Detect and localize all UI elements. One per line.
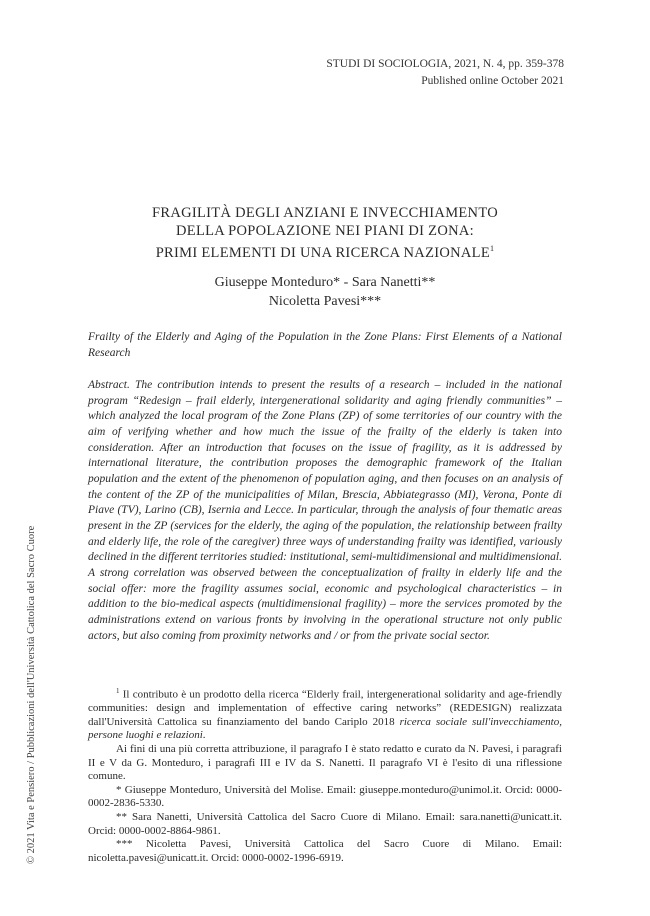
footnote-1-italic: ricerca sociale sull'invecchiamento, persone luoghi e relazioni: [88, 715, 562, 742]
publication-date: Published online October 2021: [421, 75, 564, 87]
english-title: Frailty of the Elderly and Aging of the Population in the Zone Plans: First Elements of a National Research: [88, 331, 562, 359]
footnote-attribution: Ai fini di una più corretta attribuzione, il paragrafo I è stato redatto e curato da N. Pavesi, i paragrafi II e V da G. Monteduro, i paragrafi III e IV da S. Nanetti. Il paragrafo VI è l'esito di una riflessione comune.: [88, 743, 562, 783]
footnote-author-2: ** Sara Nanetti, Università Cattolica del Sacro Cuore di Milano. Email: sara.nanetti@unicatt.it. Orcid: 0000-0002-8864-9861.: [88, 811, 562, 837]
side-copyright: © 2021 Vita e Pensiero / Pubblicazioni dell'Università Cattolica del Sacro Cuore: [26, 525, 37, 864]
title-line-2: DELLA POPOLAZIONE NEI PIANI DI ZONA:: [176, 223, 474, 239]
title-line-1: FRAGILITÀ DEGLI ANZIANI E INVECCHIAMENTO: [152, 205, 498, 221]
title-line-3-text: PRIMI ELEMENTI DI UNA RICERCA NAZIONALE: [155, 244, 490, 261]
authors: [88, 273, 562, 311]
title-footnote-mark: 1: [490, 244, 495, 253]
authors-line-2: Nicoletta Pavesi***: [268, 294, 382, 309]
authors-line-1: Giuseppe Monteduro* - Sara Nanetti**: [214, 275, 436, 290]
journal-header: [326, 56, 564, 90]
footnote-author-1: * Giuseppe Monteduro, Università del Molise. Email: giuseppe.monteduro@unimol.it. Orcid: 0000-0002-2836-5330.: [88, 783, 562, 810]
title-line-3: [88, 240, 562, 262]
footnotes: [88, 685, 562, 865]
footnote-1: [88, 685, 562, 743]
footnote-author-3: *** Nicoletta Pavesi, Università Cattolica del Sacro Cuore di Milano. Email: nicoletta.pavesi@unicatt.it. Orcid: 0000-0002-1996-6919.: [88, 838, 562, 864]
abstract: Abstract. The contribution intends to present the results of a research – included in the national program “Redesign – frail elderly, intergenerational solidarity and aging friendly communities” – which analyzed the local program of the Zone Plans (ZP) of some territories of our country with the aim of verifying whether and how much the issue of the frailty of the elderly is taken into consideration. After an introduction that focuses on the issue of fragility, as it is addressed by international literature, the contribution proposes the demographic framework of the Italian population and the extent of the phenomenon of population aging, and then focuses on an analysis of the content of the ZP of the municipalities of Milan, Brescia, Abbiategrasso (MI), Verona, Ponte di Piave (TV), Larino (CB), Isernia and Lecce. In particular, through the analysis of four thematic areas present in the ZP (services for the elderly, the aging of the population, the relationship between frailty and elderly life, the role of the caregiver) three ways of understanding frailty was identified, variously declined in the different territories studied: institutional, semi-multidimensional and multidimensional. A strong correlation was observed between the conceptualization of frailty in elderly life and the social offer: more the fragility assumes social, economic and psychological characteristics – in addition to the bio-medical aspects (multidimensional fragility) – more the services promoted by the administrations extend on various fronts by involving in the operational structure not only public actors, but also coming from proximity networks and / or from the private social sector.: [88, 379, 562, 642]
footnote-1-end: .: [202, 729, 206, 742]
footnote-1-text: Il contributo è un prodotto della ricerca “Elderly frail, intergenerational solidarity and age-friendly communities: design and implementation of effective caring networks” (REDESIGN) realizzata dall'Università Cattolica su finanziamento del bando Cariplo 2018: [88, 688, 563, 728]
article-title: [88, 204, 562, 262]
journal-citation: STUDI DI SOCIOLOGIA, 2021, N. 4, pp. 359-378: [326, 58, 564, 70]
footnote-1-mark: 1: [116, 687, 120, 695]
